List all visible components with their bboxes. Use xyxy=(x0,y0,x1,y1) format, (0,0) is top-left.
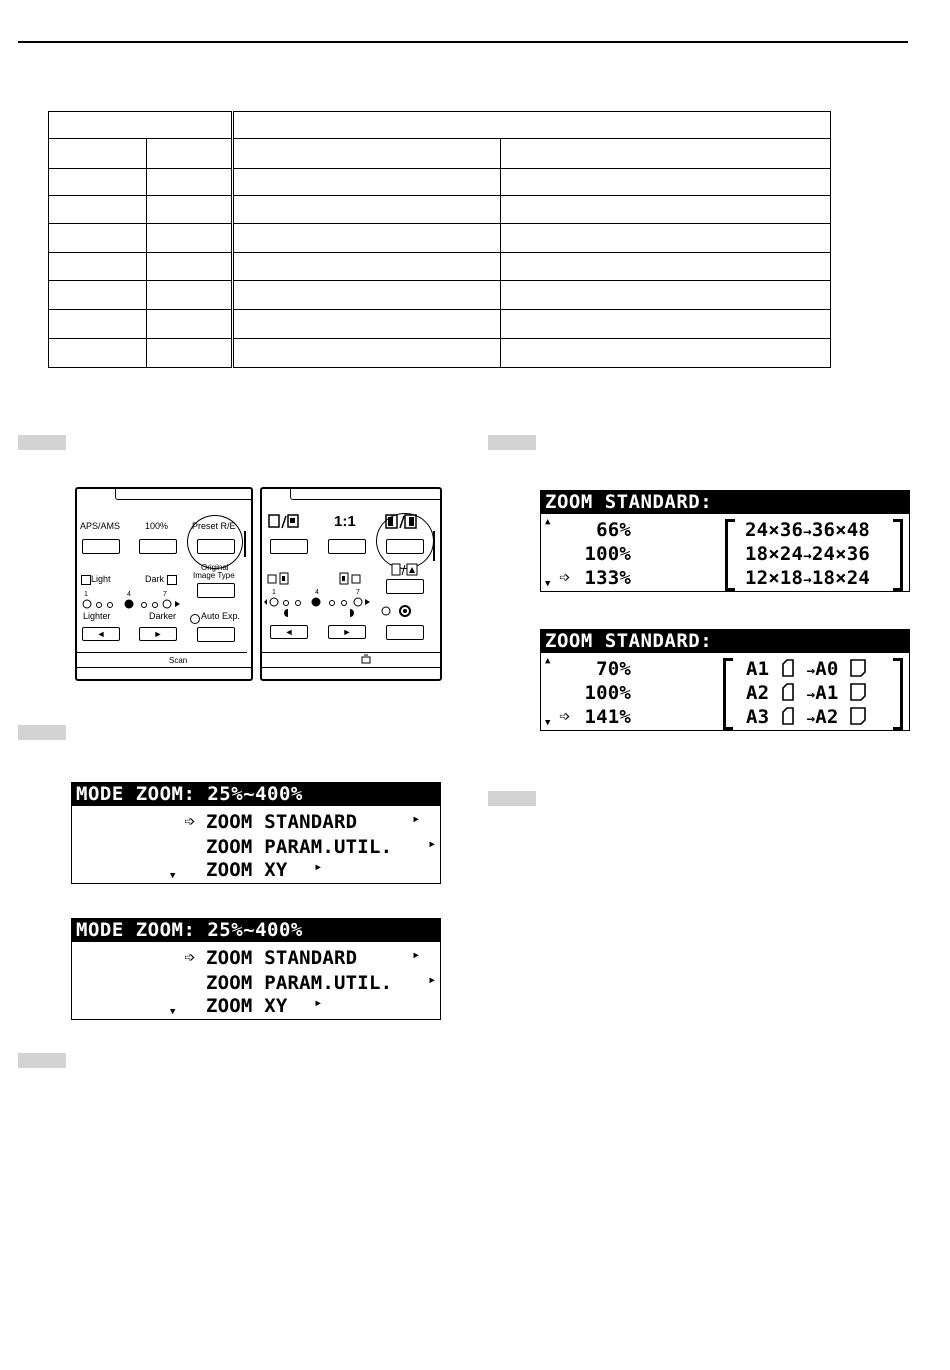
cursor-arrow: ➩ xyxy=(184,947,196,969)
exposure-scale xyxy=(264,595,434,623)
submenu-marker: ▸ xyxy=(428,836,437,852)
left-bracket xyxy=(723,658,733,730)
original-image-type-button[interactable] xyxy=(197,583,235,598)
zoom-standard-item[interactable]: ZOOM STANDARD xyxy=(206,811,358,833)
light-label: Light xyxy=(91,574,111,584)
scroll-up-icon: ▲ xyxy=(545,656,551,666)
scale-label-4: 4 xyxy=(315,589,319,596)
size-from: A1 xyxy=(746,658,770,680)
auto-exp-indicator xyxy=(190,614,200,624)
cursor-arrow: ➩ xyxy=(559,706,571,728)
arrow-icon: → xyxy=(806,687,816,703)
cursor-arrow: ➩ xyxy=(184,811,196,833)
one-to-one-label: 1:1 xyxy=(334,513,356,530)
scale-label-4: 4 xyxy=(127,591,131,598)
zoom-param-util-item[interactable]: ZOOM PARAM.UTIL. xyxy=(206,972,393,994)
size-from: 24×36 xyxy=(745,519,804,541)
lcd-header: MODE ZOOM: 25%~400% xyxy=(72,919,440,942)
right-bracket xyxy=(893,519,903,591)
table-row xyxy=(49,339,831,368)
light-indicator xyxy=(81,575,91,585)
one-to-one-button[interactable] xyxy=(328,539,366,554)
table-row xyxy=(49,169,831,196)
size-to: 18×24 xyxy=(811,567,871,589)
conversion-row xyxy=(746,682,866,704)
mode-zoom-display xyxy=(71,782,441,884)
highlight-circle xyxy=(376,513,434,569)
left-bracket xyxy=(725,519,735,591)
zoom-xy-item[interactable]: ZOOM XY xyxy=(206,995,288,1017)
lighter-button[interactable]: ◄ xyxy=(82,627,120,641)
percent-option[interactable]: 70% xyxy=(596,658,631,680)
percent-option[interactable]: 100% xyxy=(584,543,631,565)
submenu-marker: ▸ xyxy=(314,995,323,1011)
scroll-down-icon: ▼ xyxy=(170,1007,176,1017)
scan-label: Scan xyxy=(169,656,188,665)
size-to: 36×48 xyxy=(811,519,871,541)
percent-option[interactable]: 133% xyxy=(584,567,631,589)
size-from: 12×18 xyxy=(745,567,804,589)
auto-exp-button[interactable] xyxy=(197,627,235,642)
image-type-label: Image Type xyxy=(193,571,235,580)
arrow-icon: → xyxy=(803,572,812,588)
conversion-row xyxy=(746,706,866,728)
step-marker xyxy=(18,725,66,740)
lighter-label: Lighter xyxy=(83,611,111,621)
zoom-standard-display-inch xyxy=(540,490,910,592)
size-from: 18×24 xyxy=(745,543,804,565)
zoom-standard-item[interactable]: ZOOM STANDARD xyxy=(206,947,358,969)
original-copy-button[interactable] xyxy=(270,539,308,554)
arrow-icon: → xyxy=(803,524,812,540)
submenu-marker: ▸ xyxy=(314,859,323,875)
panel-edge xyxy=(262,667,440,668)
table-row xyxy=(49,139,831,169)
table-row xyxy=(49,112,831,139)
scroll-down-icon: ▼ xyxy=(170,871,176,881)
dark-indicator xyxy=(167,575,177,585)
magnification-table xyxy=(48,111,831,368)
conversion-row xyxy=(745,567,870,589)
exposure-scale xyxy=(79,597,189,611)
scroll-up-icon: ▲ xyxy=(545,517,551,527)
hundred-percent-label: 100% xyxy=(145,521,169,531)
aps-ams-button[interactable] xyxy=(82,539,120,554)
submenu-marker: ▸ xyxy=(412,811,421,827)
panel-slot xyxy=(290,487,442,500)
dark-label: Dark xyxy=(145,574,165,584)
cursor-arrow: ➩ xyxy=(559,567,571,589)
zoom-param-util-item[interactable]: ZOOM PARAM.UTIL. xyxy=(206,836,393,858)
lcd-header: MODE ZOOM: 25%~400% xyxy=(72,783,440,806)
control-panel-left xyxy=(75,487,253,681)
auto-exp-label: Auto Exp. xyxy=(201,611,241,621)
scale-label-7: 7 xyxy=(356,589,360,596)
panel-slot xyxy=(115,487,253,500)
table-row xyxy=(49,310,831,339)
submenu-marker: ▸ xyxy=(412,947,421,963)
conversion-row xyxy=(746,658,866,680)
panel-divider xyxy=(244,531,246,557)
split-icon xyxy=(390,563,420,577)
step-marker xyxy=(18,1053,66,1068)
arrow-icon: → xyxy=(806,663,816,679)
panel-divider xyxy=(433,531,435,561)
size-from: A3 xyxy=(746,706,770,728)
size-to: 24×36 xyxy=(811,543,871,565)
step-marker xyxy=(18,435,66,450)
zoom-standard-display-metric xyxy=(540,629,910,731)
auto-exposure-button[interactable] xyxy=(386,625,424,640)
darker-label: Darker xyxy=(149,611,177,621)
panel-edge xyxy=(262,652,440,653)
split-button[interactable] xyxy=(386,579,424,594)
size-to: A2 xyxy=(815,706,839,728)
arrow-icon: → xyxy=(806,711,816,727)
scale-label-1: 1 xyxy=(272,589,276,596)
arrow-icon: → xyxy=(803,548,812,564)
step-marker xyxy=(488,791,536,806)
panel-edge xyxy=(77,652,247,653)
panel-edge xyxy=(77,667,251,668)
conversion-row xyxy=(745,519,870,541)
darker-button[interactable]: ► xyxy=(328,625,366,639)
scale-label-7: 7 xyxy=(163,591,167,598)
table-row xyxy=(49,253,831,281)
hundred-percent-button[interactable] xyxy=(139,539,177,554)
size-to: A1 xyxy=(815,682,839,704)
portrait-paper-icon xyxy=(781,707,795,725)
landscape-paper-icon xyxy=(850,707,866,725)
control-panel-right xyxy=(260,487,442,681)
right-bracket xyxy=(893,658,903,730)
scroll-down-icon: ▼ xyxy=(545,579,551,589)
step-marker xyxy=(488,435,536,450)
contrast-icons xyxy=(266,571,366,587)
darker-button[interactable]: ► xyxy=(139,627,177,641)
top-rule xyxy=(18,41,908,43)
portrait-paper-icon xyxy=(781,683,795,701)
portrait-paper-icon xyxy=(781,659,795,677)
table-row xyxy=(49,196,831,224)
submenu-marker: ▸ xyxy=(428,972,437,988)
aps-ams-label: APS/AMS xyxy=(80,521,121,531)
original-label: Original xyxy=(201,563,229,572)
reset-icon xyxy=(360,653,372,665)
highlight-circle xyxy=(187,515,243,569)
lcd-header: ZOOM STANDARD: xyxy=(541,491,909,514)
zoom-xy-item[interactable]: ZOOM XY xyxy=(206,859,288,881)
size-from: A2 xyxy=(746,682,770,704)
landscape-paper-icon xyxy=(850,659,866,677)
table-row xyxy=(49,281,831,310)
lighter-button[interactable]: ◄ xyxy=(270,625,308,639)
percent-option[interactable]: 141% xyxy=(584,706,631,728)
original-copy-icon xyxy=(267,513,299,531)
preset-re-label: Preset R/E xyxy=(192,521,236,531)
size-to: A0 xyxy=(815,658,839,680)
scroll-down-icon: ▼ xyxy=(545,718,551,728)
percent-option[interactable]: 100% xyxy=(584,682,631,704)
percent-option[interactable]: 66% xyxy=(596,519,631,541)
table-row xyxy=(49,224,831,253)
mode-zoom-display xyxy=(71,918,441,1020)
landscape-paper-icon xyxy=(850,683,866,701)
scale-label-1: 1 xyxy=(84,591,88,598)
conversion-row xyxy=(745,543,870,565)
lcd-header: ZOOM STANDARD: xyxy=(541,630,909,653)
